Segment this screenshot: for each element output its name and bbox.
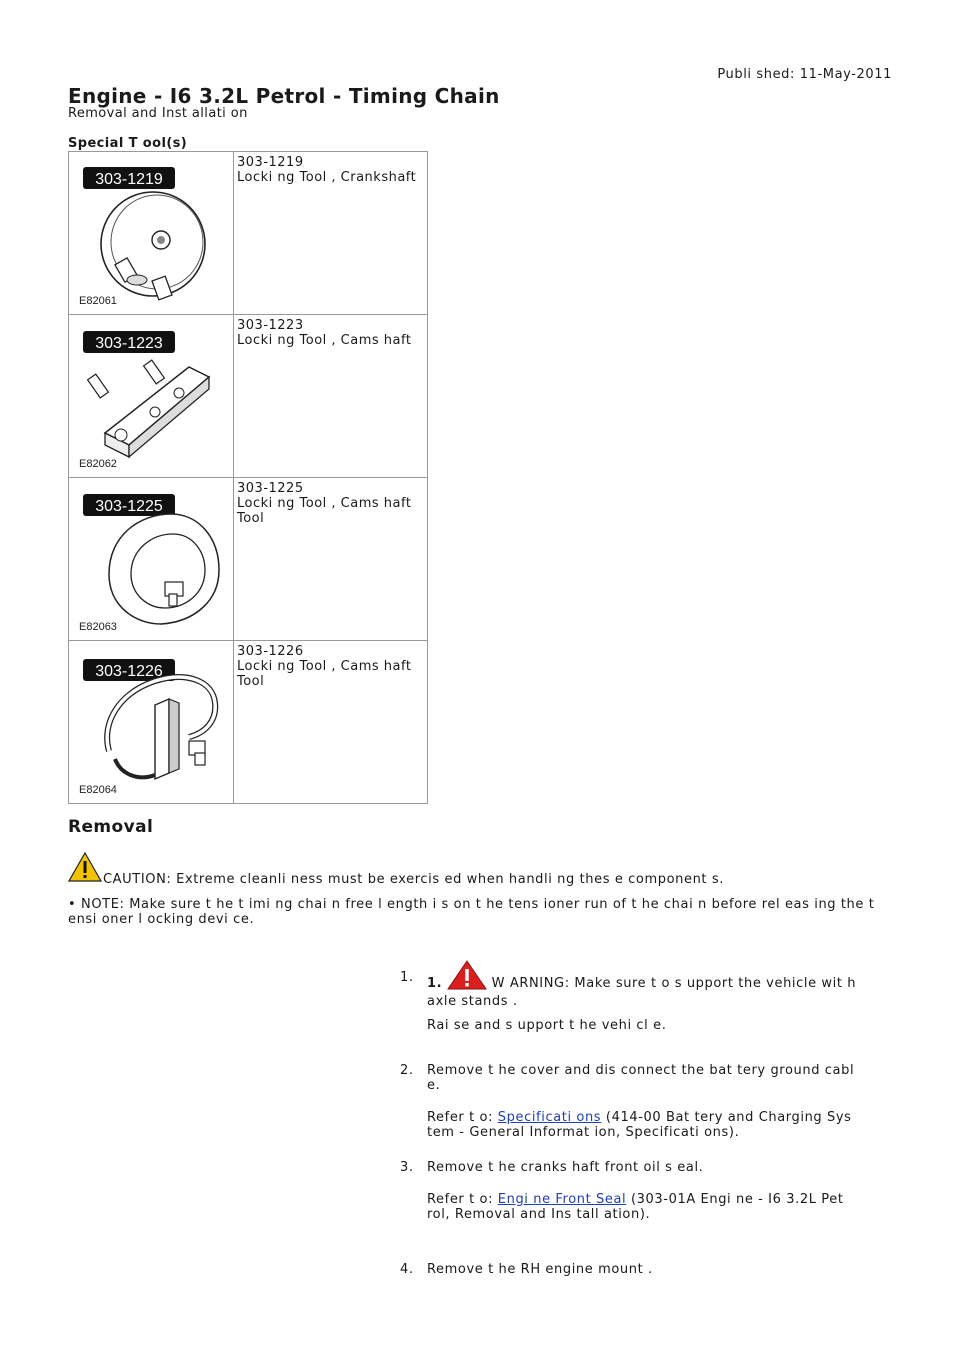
step-number: 1.: [400, 970, 414, 985]
tool-row: [69, 478, 428, 641]
engine-front-seal-link[interactable]: Engi ne Front Seal: [497, 1192, 627, 1207]
camshaft-tool-ring-icon: [69, 478, 233, 640]
tool-row: [69, 152, 428, 315]
camshaft-locking-tool-icon: [69, 315, 233, 477]
warning-icon: [447, 960, 487, 994]
camshaft-tool-bracket-icon: [69, 641, 233, 803]
tool-code: 303-1225: [237, 481, 304, 496]
caution-notice: [68, 852, 898, 886]
step-number: 4.: [400, 1262, 414, 1277]
tool-row: [69, 315, 428, 478]
step-text: Remove t he cranks haft front oil s eal.: [427, 1160, 704, 1175]
step-text: Remove t he RH engine mount .: [427, 1262, 653, 1277]
tool-code: 303-1223: [237, 318, 304, 333]
specifications-link[interactable]: Specificati ons: [497, 1110, 602, 1125]
figure-id: E82061: [79, 295, 117, 307]
tool-code: 303-1226: [237, 644, 304, 659]
refer-prefix: Refer t o:: [427, 1192, 498, 1207]
tool-badge: 303-1219: [95, 171, 163, 188]
tool-name: Locki ng Tool , Crankshaft: [237, 170, 417, 185]
tool-badge: 303-1223: [95, 335, 163, 352]
step-number: 2.: [400, 1063, 414, 1078]
figure-id: E82063: [79, 621, 117, 633]
tool-row: [69, 641, 428, 804]
step-text: Rai se and s upport t he vehi cl e.: [427, 1018, 667, 1033]
page-subtitle: Removal and Inst allati on: [68, 106, 248, 121]
step-text: Remove t he cover and dis connect the bat tery ground cabl e.: [427, 1063, 855, 1093]
removal-heading: Removal: [68, 817, 154, 837]
page-title: Engine - I6 3.2L Petrol - Timing Chain: [68, 84, 500, 108]
tool-badge: 303-1225: [95, 498, 163, 515]
step-number: 3.: [400, 1160, 414, 1175]
refer-suffix: (414-00 Bat tery and Charging Sys tem - General Informat ion, Specificati ons).: [427, 1110, 852, 1140]
crankshaft-locking-tool-icon: [69, 152, 233, 314]
tool-name: Locki ng Tool , Cams haft Tool: [237, 659, 412, 689]
figure-id: E82064: [79, 784, 117, 796]
special-tools-heading: Special T ool(s): [68, 136, 188, 151]
tool-code: 303-1219: [237, 155, 304, 170]
special-tools-table: [68, 151, 428, 804]
refer-prefix: Refer t o:: [427, 1110, 498, 1125]
warning-text: W ARNING: Make sure t o s upport the vehicle wit h axle stands .: [427, 976, 857, 1009]
tool-name: Locki ng Tool , Cams haft: [237, 333, 412, 348]
note-text: • NOTE: Make sure t he t imi ng chai n free l ength i s on t he tens ioner run of t he chai n before rel eas ing the t ensi oner l ocking devi ce.: [68, 897, 875, 927]
published-date: Publi shed: 11-May-2011: [717, 67, 892, 82]
refer-suffix: (303-01A Engi ne - I6 3.2L Pet rol, Removal and Ins tall ation).: [427, 1192, 844, 1222]
tool-badge: 303-1226: [95, 663, 163, 680]
caution-text: CAUTION: Extreme cleanli ness must be exercis ed when handli ng thes e component s.: [103, 872, 724, 887]
caution-icon: [68, 852, 102, 882]
tool-name: Locki ng Tool , Cams haft Tool: [237, 496, 412, 526]
figure-id: E82062: [79, 458, 117, 470]
step-inline-label: 1.: [427, 976, 443, 991]
